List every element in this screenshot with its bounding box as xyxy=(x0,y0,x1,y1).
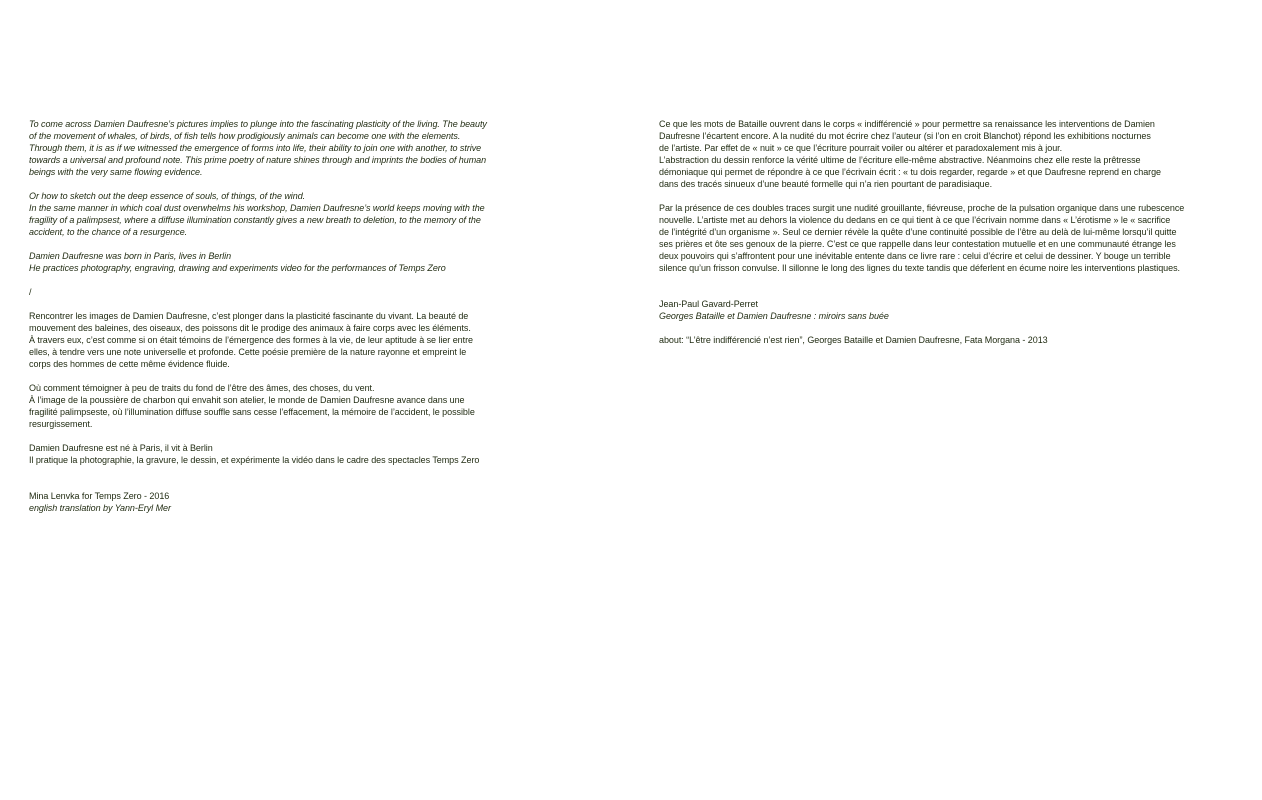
separator-text: / xyxy=(29,287,32,297)
about-reference xyxy=(659,334,1219,346)
text-line: He practices photography, engraving, drawing and experiments video for the performances of Temps Zero xyxy=(29,263,446,273)
bataille-paragraph-one xyxy=(659,118,1219,190)
text-line: fragility of a palimpsest, where a diffuse illumination constantly gives a new breath to deletion, to the memory of the xyxy=(29,215,481,225)
text-line: À travers eux, c’est comme si on était témoins de l’émergence des formes à la vie, de leur aptitude à se lier entre xyxy=(29,335,473,345)
translation-credit: english translation by Yann-Eryl Mer xyxy=(29,503,171,513)
text-line: of the movement of whales, of birds, of fish tells how prodigiously animals can become one with the elements. xyxy=(29,131,461,141)
text-line: Il pratique la photographie, la gravure, le dessin, et expérimente la vidéo dans le cadre des spectacles Temps Zero xyxy=(29,455,480,465)
text-line: de l’intégrité d’un organisme ». Seul ce dernier révèle la quête d’une continuité possible de l’être au delà de lui-même lorsqu’il quitte xyxy=(659,227,1177,237)
french-bio xyxy=(29,442,521,466)
text-line: L’abstraction du dessin renforce la vérité ultime de l’écriture elle-même abstractive. Néanmoins chez elle reste la prêtresse xyxy=(659,155,1141,165)
text-line: Daufresne l’écartent encore. A la nudité du mot écrire chez l’auteur (si l’on en croit Blanchot) répond les exhibitions nocturnes xyxy=(659,131,1151,141)
text-line: corps des hommes de cette même évidence fluide. xyxy=(29,359,230,369)
text-line: Par la présence de ces doubles traces surgit une nudité grouillante, fiévreuse, proche de la pulsation organique dans une rubescence xyxy=(659,203,1185,213)
text-line: To come across Damien Daufresne’s pictures implies to plunge into the fascinating plasticity of the living. The beauty xyxy=(29,119,487,129)
text-line: ses prières et ôte ses genoux de la pierre. C’est ce que rappelle dans leur contestation mutuelle et en une communauté étrange les xyxy=(659,239,1176,249)
text-line: In the same manner in which coal dust overwhelms his workshop, Damien Daufresne’s world keeps moving with the xyxy=(29,203,485,213)
text-line: Ce que les mots de Bataille ouvrent dans le corps « indifférencié » pour permettre sa renaissance les interventions de Damien xyxy=(659,119,1155,129)
text-line: À l’image de la poussière de charbon qui envahit son atelier, le monde de Damien Daufresne avance dans une xyxy=(29,395,465,405)
text-line: Through them, it is as if we witnessed the emergence of forms into life, their ability to join one with another, to strive xyxy=(29,143,482,153)
text-line: nouvelle. L’artiste met au dehors la violence du dedans en ce qui tient à ce que l’écrivain nomme dans « L’érotisme » le « sacrifice xyxy=(659,215,1171,225)
right-column xyxy=(659,118,1219,346)
text-line: towards a universal and profound note. This prime poetry of nature shines through and imprints the bodies of human xyxy=(29,155,487,165)
text-line: accident, to the chance of a resurgence. xyxy=(29,227,188,237)
text-line: Or how to sketch out the deep essence of souls, of things, of the wind. xyxy=(29,191,306,201)
signature-block xyxy=(659,298,1219,322)
text-line: Damien Daufresne est né à Paris, il vit à Berlin xyxy=(29,443,213,453)
text-line: resurgissement. xyxy=(29,419,93,429)
french-intro-paragraph xyxy=(29,310,521,370)
left-column xyxy=(29,118,521,514)
text-line: mouvement des baleines, des oiseaux, des poissons dit le prodige des animaux à faire corps avec les éléments. xyxy=(29,323,471,333)
text-line: beings with the very same flowing evidence. xyxy=(29,167,203,177)
text-line: démoniaque qui permet de répondre à ce que l’écrivain écrit : « tu dois regarder, regarde » et que Daufresne reprend en charge xyxy=(659,167,1162,177)
about-text: about: “L’être indifférencié n’est rien”, Georges Bataille et Damien Daufresne, Fata Morgana - 2013 xyxy=(659,335,1048,345)
author-credit: Mina Lenvka for Temps Zero - 2016 xyxy=(29,491,170,501)
text-line: silence qu’un frisson convulse. Il sillonne le long des lignes du texte tandis que déferlent en écume noire les interventions plastiques. xyxy=(659,263,1180,273)
english-intro-paragraph xyxy=(29,118,521,178)
text-line: fragilité palimpseste, où l’illumination diffuse souffle sans cesse l’effacement, la mémoire de l’accident, le possible xyxy=(29,407,475,417)
text-line: deux pouvoirs qui s’affrontent pour une inévitable entente dans ce livre rare : celui d’écrire et celui de dessiner. Y bouge un terrible xyxy=(659,251,1171,261)
english-bio xyxy=(29,250,521,274)
book-title: Georges Bataille et Damien Daufresne : miroirs sans buée xyxy=(659,311,889,321)
text-line: elles, à tendre vers une note universelle et profonde. Cette poésie première de la nature rayonne et empreint le xyxy=(29,347,467,357)
english-second-paragraph xyxy=(29,190,521,238)
author-name: Jean-Paul Gavard-Perret xyxy=(659,299,758,309)
text-line: Damien Daufresne was born in Paris, lives in Berlin xyxy=(29,251,232,261)
text-line: Rencontrer les images de Damien Daufresne, c’est plonger dans la plasticité fascinante du vivant. La beauté de xyxy=(29,311,469,321)
bataille-paragraph-two xyxy=(659,202,1219,274)
text-line: dans des tracés sinueux d’une beauté formelle qui n’a rien pourtant de paradisiaque. xyxy=(659,179,993,189)
text-line: Où comment témoigner à peu de traits du fond de l’être des âmes, des choses, du vent. xyxy=(29,383,375,393)
text-line: de l’artiste. Par effet de « nuit » ce que l’écriture pourrait voiler ou altérer et paradoxalement mis à jour. xyxy=(659,143,1063,153)
credits xyxy=(29,490,521,514)
french-second-paragraph xyxy=(29,382,521,430)
language-separator xyxy=(29,286,521,298)
